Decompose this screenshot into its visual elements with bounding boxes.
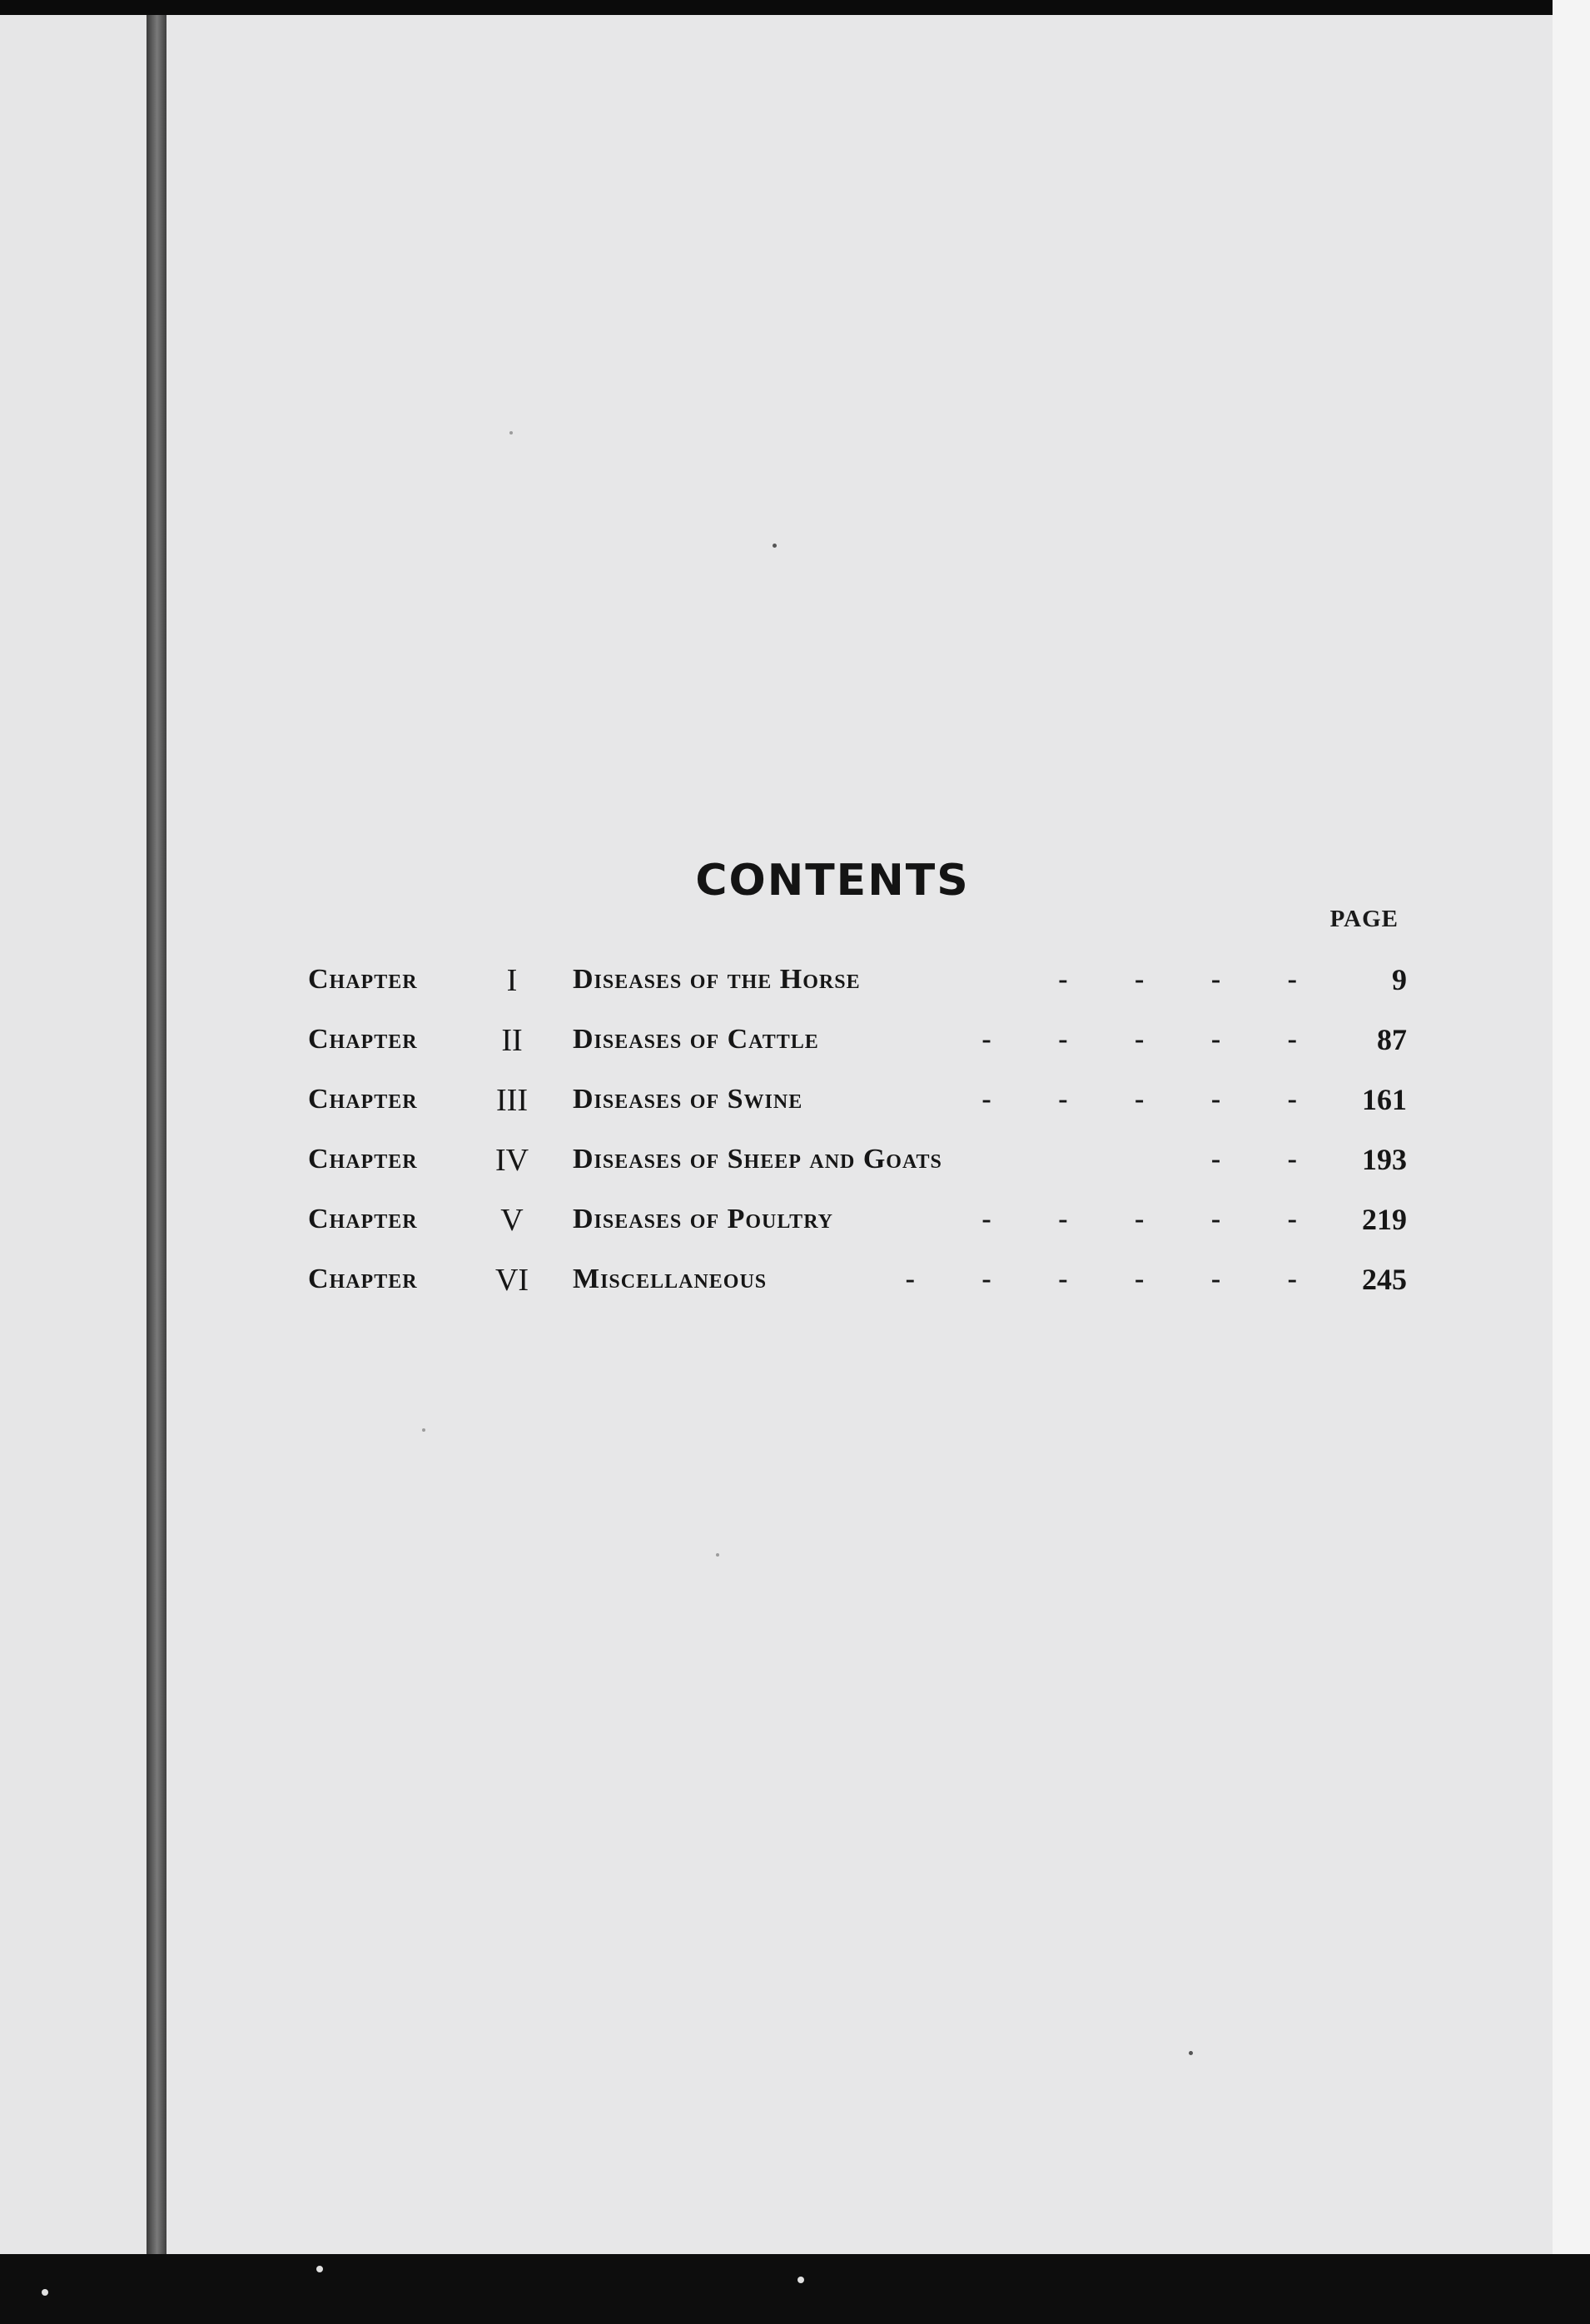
chapter-title: Diseases of Poultry (573, 1204, 834, 1234)
contents-heading: CONTENTS (695, 856, 970, 906)
chapter-title: Miscellaneous (573, 1264, 768, 1294)
chapter-numeral: II (501, 1023, 523, 1058)
film-speck (42, 2289, 48, 2296)
bottom-border (0, 2254, 1590, 2324)
page-number: 161 (1362, 1083, 1407, 1116)
toc-entry (308, 1016, 1407, 1075)
chapter-title: Diseases of Sheep and Goats (573, 1144, 942, 1174)
page-number: 219 (1362, 1203, 1407, 1236)
dot-leaders: - - - - - (981, 1084, 1297, 1115)
chapter-numeral: IV (494, 1143, 529, 1178)
chapter-numeral: VI (494, 1263, 529, 1298)
chapter-label: Chapter (308, 1264, 418, 1294)
paper-speck (716, 1553, 719, 1557)
paper-speck (1189, 2051, 1193, 2055)
toc-entry (308, 1075, 1407, 1135)
page-number: 87 (1377, 1023, 1407, 1056)
right-edge (1553, 0, 1590, 2324)
chapter-title: Diseases of Swine (573, 1084, 803, 1115)
chapter-label: Chapter (308, 1024, 418, 1055)
dot-leaders: - - - - - (981, 1204, 1297, 1234)
chapter-title: Diseases of the Horse (573, 964, 861, 995)
chapter-title: Diseases of Cattle (573, 1024, 819, 1055)
paper-speck (422, 1428, 425, 1432)
paper-speck (773, 544, 777, 548)
table-of-contents (308, 956, 1407, 1315)
chapter-label: Chapter (308, 1084, 418, 1115)
page-number: 245 (1362, 1263, 1407, 1296)
dot-leaders: - - - - (1058, 964, 1297, 995)
toc-entry (308, 1135, 1407, 1195)
chapter-label: Chapter (308, 1144, 418, 1174)
dot-leaders: - - - - - (981, 1024, 1297, 1055)
left-margin (0, 15, 147, 2254)
dot-leaders: - - - - - - (905, 1264, 1297, 1294)
page-number: 9 (1392, 963, 1407, 996)
chapter-numeral: III (496, 1083, 528, 1118)
dot-leaders: - - (1210, 1144, 1297, 1174)
chapter-numeral: V (500, 1203, 524, 1238)
page-number: 193 (1362, 1143, 1407, 1176)
toc-entry (308, 956, 1407, 1016)
chapter-numeral: I (506, 963, 518, 998)
chapter-label: Chapter (308, 964, 418, 995)
film-speck (316, 2266, 323, 2272)
paper-speck (509, 431, 513, 435)
toc-entry (308, 1255, 1407, 1315)
film-speck (797, 2277, 804, 2283)
page-column-label: PAGE (1329, 906, 1399, 932)
chapter-label: Chapter (308, 1204, 418, 1234)
toc-entry (308, 1195, 1407, 1255)
